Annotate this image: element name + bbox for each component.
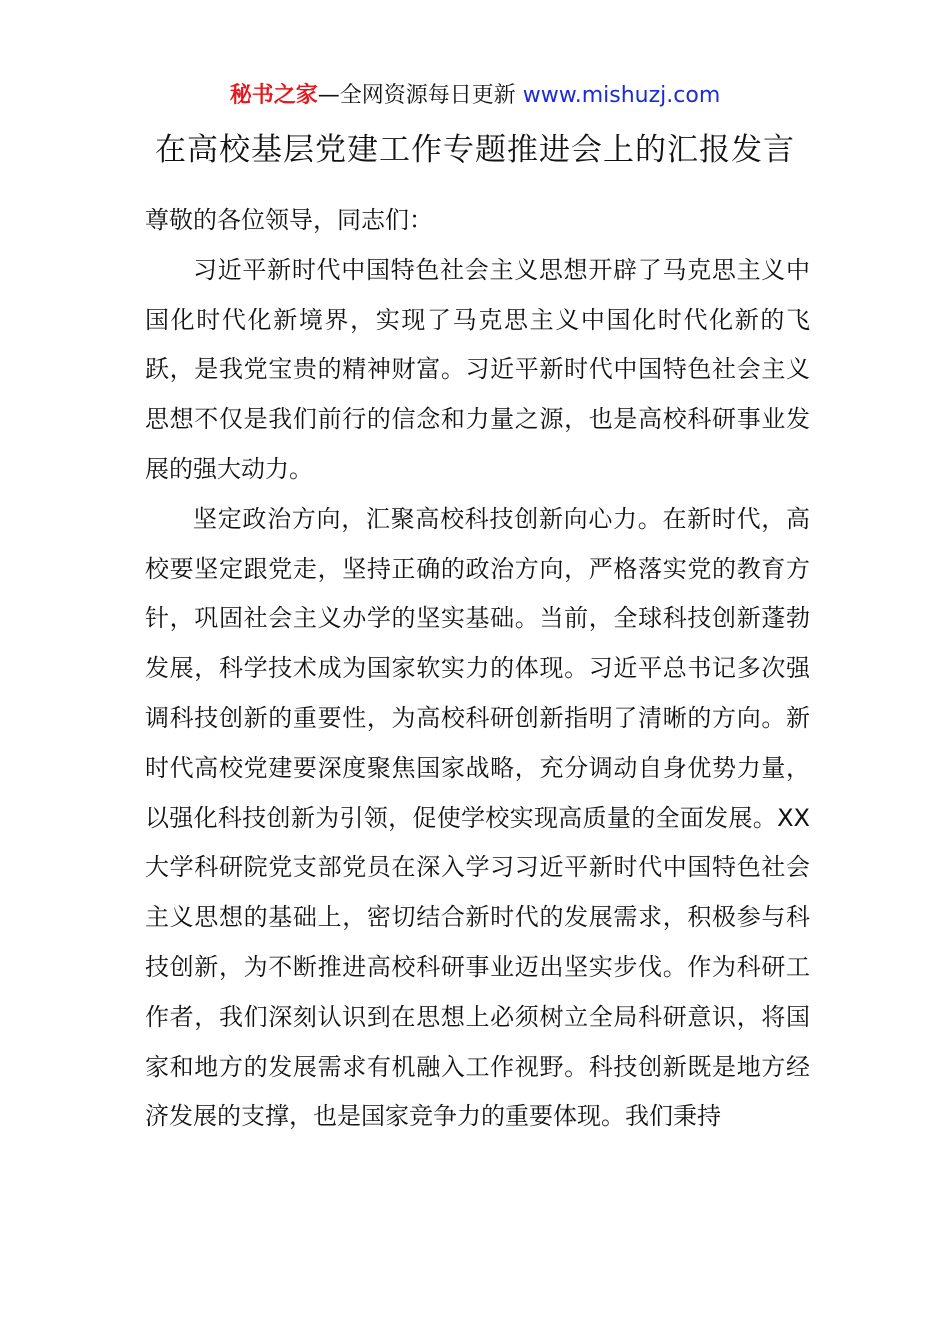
paragraph-1: 习近平新时代中国特色社会主义思想开辟了马克思主义中国化时代化新境界，实现了马克思主义中国化时代化新的飞跃，是我党宝贵的精神财富。习近平新时代中国特色社会主义思想不仅是我们前行的信念和力量之源，也是高校科研事业发展的强大动力。: [145, 255, 810, 483]
brand-name: 秘书之家: [229, 83, 318, 108]
document-body: [145, 196, 810, 1142]
site-header: [0, 80, 950, 112]
salutation: 尊敬的各位领导，同志们：: [145, 206, 433, 234]
header-tagline: —全网资源每日更新: [317, 83, 516, 108]
paragraph-2: 坚定政治方向，汇聚高校科技创新向心力。在新时代，高校要坚定跟党走，坚持正确的政治方向，严格落实党的教育方针，巩固社会主义办学的坚实基础。当前，全球科技创新蓬勃发展，科学技术成为国家软实力的体现。习近平总书记多次强调科技创新的重要性，为高校科研创新指明了清晰的方向。新时代高校党建要深度聚焦国家战略，充分调动自身优势力量，以强化科技创新为引领，促使学校实现高质量的全面发展。XX大学科研院党支部党员在深入学习习近平新时代中国特色社会主义思想的基础上，密切结合新时代的发展需求，积极参与科技创新，为不断推进高校科研事业迈出坚实步伐。作为科研工作者，我们深刻认识到在思想上必须树立全局科研意识，将国家和地方的发展需求有机融入工作视野。科技创新既是地方经济发展的支撑，也是国家竞争力的重要体现。我们秉持: [145, 504, 810, 1131]
document-title: 在高校基层党建工作专题推进会上的汇报发言: [155, 132, 795, 168]
site-url-link[interactable]: www.mishuzj.com: [522, 83, 721, 108]
